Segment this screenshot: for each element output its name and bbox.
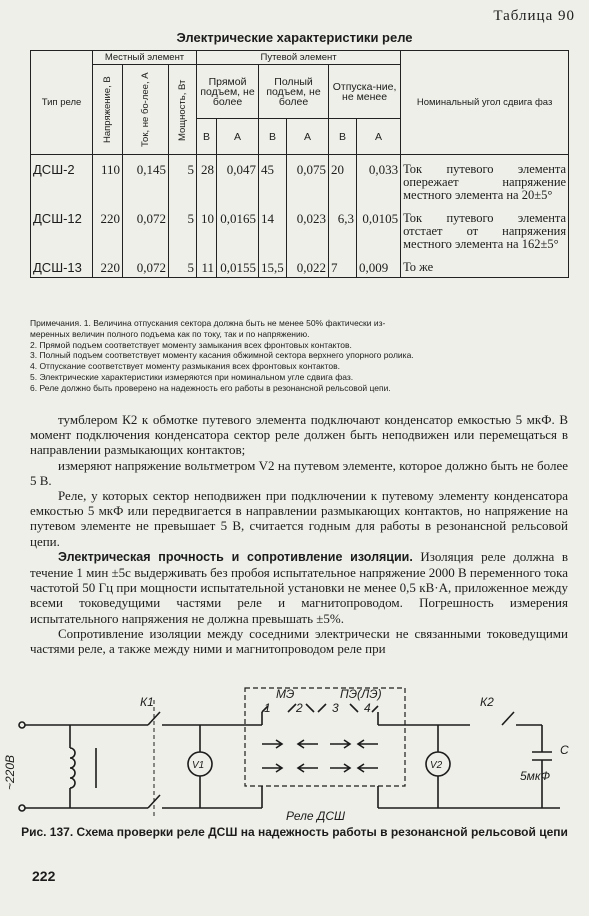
note-line: 5. Электрические характеристики измеряются при номинальном угле сдвига фаз. [30,371,354,382]
local-element-label: МЭ [276,687,295,701]
terminal-3: 3 [332,701,339,715]
terminal-4: 4 [364,701,371,715]
table-notes [30,318,568,394]
supply-label: ~220В [3,754,17,790]
paragraph: тумблером К2 к обмотке путевого элемента подключают конденсатор емкостью 5 мкФ. В момент подключения конденсатора сектор реле должен быть неподвижен или перемещаться в направлении размыкающих контактов; [30,412,568,458]
voltmeter-v1-label: V1 [192,760,205,771]
header-unit-a: А [217,119,259,155]
note-line: 3. Полный подъем соответствует моменту касания обжимной сектора верхнего упорного ролика. [30,350,414,361]
header-unit-v: В [197,119,217,155]
header-current: Ток, не бо-лее, А [123,65,169,155]
table-row: ДСШ-13 220 0,072 5 11 0,0155 15,5 0,022 7 0,009 То же [31,253,569,278]
terminal-2: 2 [296,701,303,715]
figure-caption: Рис. 137. Схема проверки реле ДСШ на надежность работы в резонансной рельсовой цепи [21,825,568,839]
paragraph: измеряют напряжение вольтметром V2 на путевом элементе, которое должно быть не более 5 В. [30,457,568,488]
note-line: 2. Прямой подъем соответствует моменту замыкания всех фронтовых контактов. [30,339,352,350]
terminal-1: 1 [264,701,271,715]
capacitor-label: C [560,743,569,757]
track-element-label: ПЭ(ЛЭ) [340,687,382,701]
header-unit-v: В [329,119,357,155]
header-voltage: Напряжение, В [93,65,123,155]
relay-label: Реле ДСШ [286,809,346,823]
header-unit-a: А [357,119,401,155]
header-unit-a: А [287,119,329,155]
body-text [30,412,568,656]
table-title: Электрические характеристики реле [176,30,413,45]
circuit-diagram [0,665,589,835]
header-relay-type: Тип реле [31,51,93,155]
capacitor-value: 5мкФ [520,769,551,783]
switch-k2-label: К2 [480,695,494,709]
header-power: Мощность, Вт [169,65,197,155]
section-heading: Электрическая прочность и сопротивление изоляции. [58,549,413,564]
paragraph: Сопротивление изоляции между соседними электрически не связанными токоведущими частями реле, а также между ними и магнитопроводом реле при [30,625,568,657]
note-line: меренных величин полного подъема как по току, так и по напряжению. [30,328,310,339]
characteristics-table [30,50,569,278]
header-local-element: Местный элемент [93,51,197,65]
header-release: Отпуска-ние, не менее [329,65,401,119]
switch-k1-label: К1 [140,695,154,709]
voltmeter-v2-label: V2 [430,760,443,771]
table-row: ДСШ-2 110 0,145 5 28 0,047 45 0,075 20 0,033 Ток путевого элемента опережает напряжение местного элемента на 20±5° [31,155,569,205]
table-row: ДСШ-12 220 0,072 5 10 0,0165 14 0,023 6,3 0,0105 Ток путевого элемента отстает от напряжения местного элемента на 162±5° [31,204,569,253]
note-line: Примечания. 1. Величина отпускания сектора должна быть не менее 50% фактически из- [30,318,386,328]
header-full-lift: Полный подъем, не более [259,65,329,119]
note-line: 4. Отпускание соответствует моменту размыкания всех фронтовых контактов. [30,361,341,372]
paragraph: Реле, у которых сектор неподвижен при подключении к путевому элементу конденсатора емкостью 5 мкФ или передвигается в направлении размыкающих контактов, но напряжение на путевом элементе не превышает 5 В, считается годным для работы в резонансной рельсовой цепи. [30,488,568,549]
header-track-element: Путевой элемент [197,51,401,65]
header-phase-angle: Номинальный угол сдвига фаз [401,51,569,155]
paragraph: Электрическая прочность и сопротивление изоляции. Изоляция реле должна в течение 1 мин ±5с выдерживать без пробоя испытательное напряжение 2000 В переменного тока частотой 50 Гц при мощности испытательной установки не менее 0,5 кВ·А, приложенное между всеми токоведущими частями реле и магнитопроводом. Погрешность измерения испытательного напряжения не должна превышать ±5%. [30,548,568,626]
note-line: 6. Реле должно быть проверено на надежность его работы в резонансной рельсовой цепи. [30,382,391,393]
table-number: Таблица 90 [493,8,575,24]
header-direct-lift: Прямой подъем, не более [197,65,259,119]
header-unit-v: В [259,119,287,155]
page-number: 222 [32,868,56,884]
